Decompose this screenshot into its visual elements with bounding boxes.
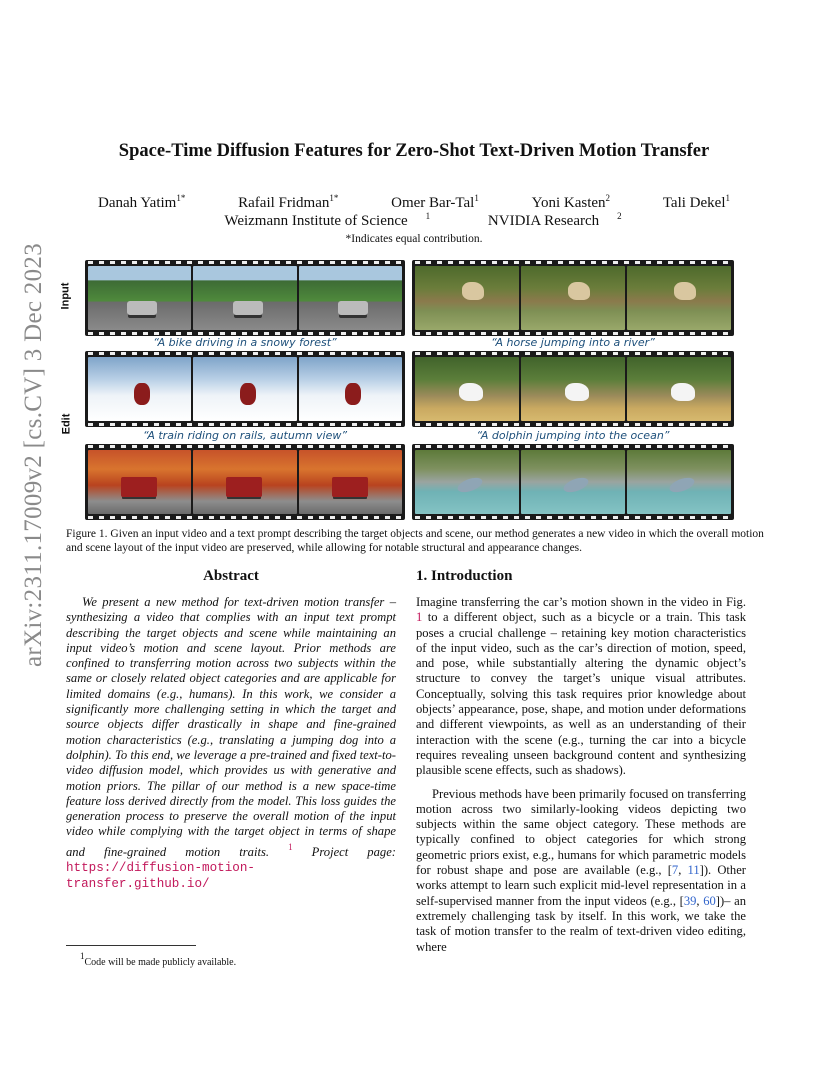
figure-1 <box>60 258 768 522</box>
citation[interactable]: 7 <box>671 863 679 878</box>
project-page-link[interactable]: https://diffusion-motion-transfer.github.io/ <box>66 861 255 892</box>
edit-video-bike <box>85 351 405 427</box>
edit-video-train <box>85 444 405 520</box>
video-frame <box>627 266 731 330</box>
input-video-dog <box>412 260 734 336</box>
author: Rafail Fridman$^{1*}$ <box>238 193 339 211</box>
video-frame <box>299 357 402 421</box>
input-video-car <box>85 260 405 336</box>
video-frame <box>193 266 296 330</box>
author: Tali Dekel$^1$ <box>662 193 730 211</box>
abstract-heading: Abstract <box>203 568 259 584</box>
affiliation: Weizmann Institute of Science $^1$ <box>224 211 431 229</box>
prompt-dolphin: “A dolphin jumping into the ocean” <box>476 429 670 442</box>
prompt-bike: “A bike driving in a snowy forest” <box>153 336 337 349</box>
video-frame <box>627 357 731 421</box>
affiliation: NVIDIA Research $^2$ <box>487 211 622 229</box>
video-frame <box>88 450 191 514</box>
intro-paragraph-2: Previous methods have been primarily focused on transferring motion across two similarly-looking videos depicting two subjects within the same object category. These methods are typically confined to object categories for which strong geometric priors exist, e.g., humans for which parametric models for robust shape and pose are available (e.g., [7, 11]). Other works attempt to learn such explicit mid-level representation in a self-supervised manner from the input videos (e.g., [39, 60])– an extremely challenging task by itself. In this work, we take the task of motion transfer to the realm of text-driven video editing, where <box>416 786 747 954</box>
prompt-train: “A train riding on rails, autumn view” <box>142 429 348 442</box>
video-frame <box>521 357 625 421</box>
footnote-mark: 1 <box>288 841 293 852</box>
introduction-column <box>416 568 746 963</box>
video-frame <box>521 450 625 514</box>
citation[interactable]: 39 <box>683 893 697 908</box>
footnote: $^1$Code will be made publicly available. <box>80 951 237 968</box>
figure-caption: Figure 1. Given an input video and a text prompt describing the target objects and scene, our method generates a new video in which the overall motion and scene layout of the input video are preserved, while allowing for notable structural and appearance changes. <box>66 528 764 554</box>
abstract-column <box>66 568 396 893</box>
arxiv-id-text: arXiv:2311.17009v2 [cs.CV] 3 Dec 2023 <box>20 243 47 667</box>
video-frame <box>627 450 731 514</box>
abstract-text: We present a new method for text-driven motion transfer – synthesizing a video that complies with an input text prompt describing the target objects and scene while maintaining an input video’s motion and scene layout. Prior methods are confined to transferring motion across two subjects within the same or closely related object categories and are applicable for limited domains (e.g., humans). In this work, we consider a significantly more challenging setting in which the target and source objects differ drastically in shape and fine-grained motion characteristics (e.g., translating a jumping dog into a dolphin). To this end, we leverage a pre-trained and fixed text-to-video diffusion model, which provides us with generative and motion priors. The pillar of our method is a new space-time feature loss derived directly from the model. This loss guides the generation process to preserve the overall motion of the input video while complying with the target object in terms of shape and fine-grained motion traits. $^1$ Project page: https://diffusion-motion-transfer.github.io/ <box>66 595 396 892</box>
video-frame <box>521 266 625 330</box>
author: Omer Bar-Tal$^1$ <box>391 193 479 211</box>
video-frame <box>299 266 402 330</box>
video-frame <box>88 357 191 421</box>
prompt-horse: “A horse jumping into a river” <box>491 336 655 349</box>
edit-video-dolphin <box>412 444 734 520</box>
video-frame <box>299 450 402 514</box>
row-label-input: Input <box>59 282 72 310</box>
edit-video-horse <box>412 351 734 427</box>
video-frame <box>88 266 191 330</box>
citation[interactable]: 60 <box>703 893 716 908</box>
video-frame <box>193 450 296 514</box>
equal-contribution-note: *Indicates equal contribution. <box>345 233 483 245</box>
arxiv-identifier <box>4 243 64 667</box>
citation[interactable]: 11 <box>687 863 700 878</box>
intro-paragraph-1: Imagine transferring the car’s motion shown in the video in Fig. 1 to a different object, such as a bicycle or a train. This task poses a crucial challenge – retaining key motion characteristics of the input video, such as the car’s direction of motion, speed, and pose, while substantially altering the dynamic object’s structure to convey the target’s unique visual attributes. Conceptually, solving this task requires prior knowledge about objects’ appearance, pose, shape, and motion under deformations and different viewpoints, as well as an understanding of their interaction with the scene (e.g., turning the car into a bicycle requires revealing unseen background content and synthesizing plausible scene effects, such as shadows). <box>416 595 746 778</box>
affiliations <box>60 211 768 230</box>
video-frame <box>415 450 519 514</box>
paper-title: Space-Time Diffusion Features for Zero-Shot Text-Driven Motion Transfer <box>118 141 710 161</box>
video-frame <box>415 357 519 421</box>
video-frame <box>415 266 519 330</box>
row-label-edit: Edit <box>60 413 73 435</box>
footnote-divider <box>66 945 196 946</box>
author: Danah Yatim$^{1*}$ <box>98 193 186 211</box>
figure-reference[interactable]: 1 <box>416 610 423 625</box>
author: Yoni Kasten$^2$ <box>531 193 611 211</box>
introduction-heading: 1. Introduction <box>416 568 513 584</box>
author-list <box>70 193 758 212</box>
video-frame <box>193 357 296 421</box>
